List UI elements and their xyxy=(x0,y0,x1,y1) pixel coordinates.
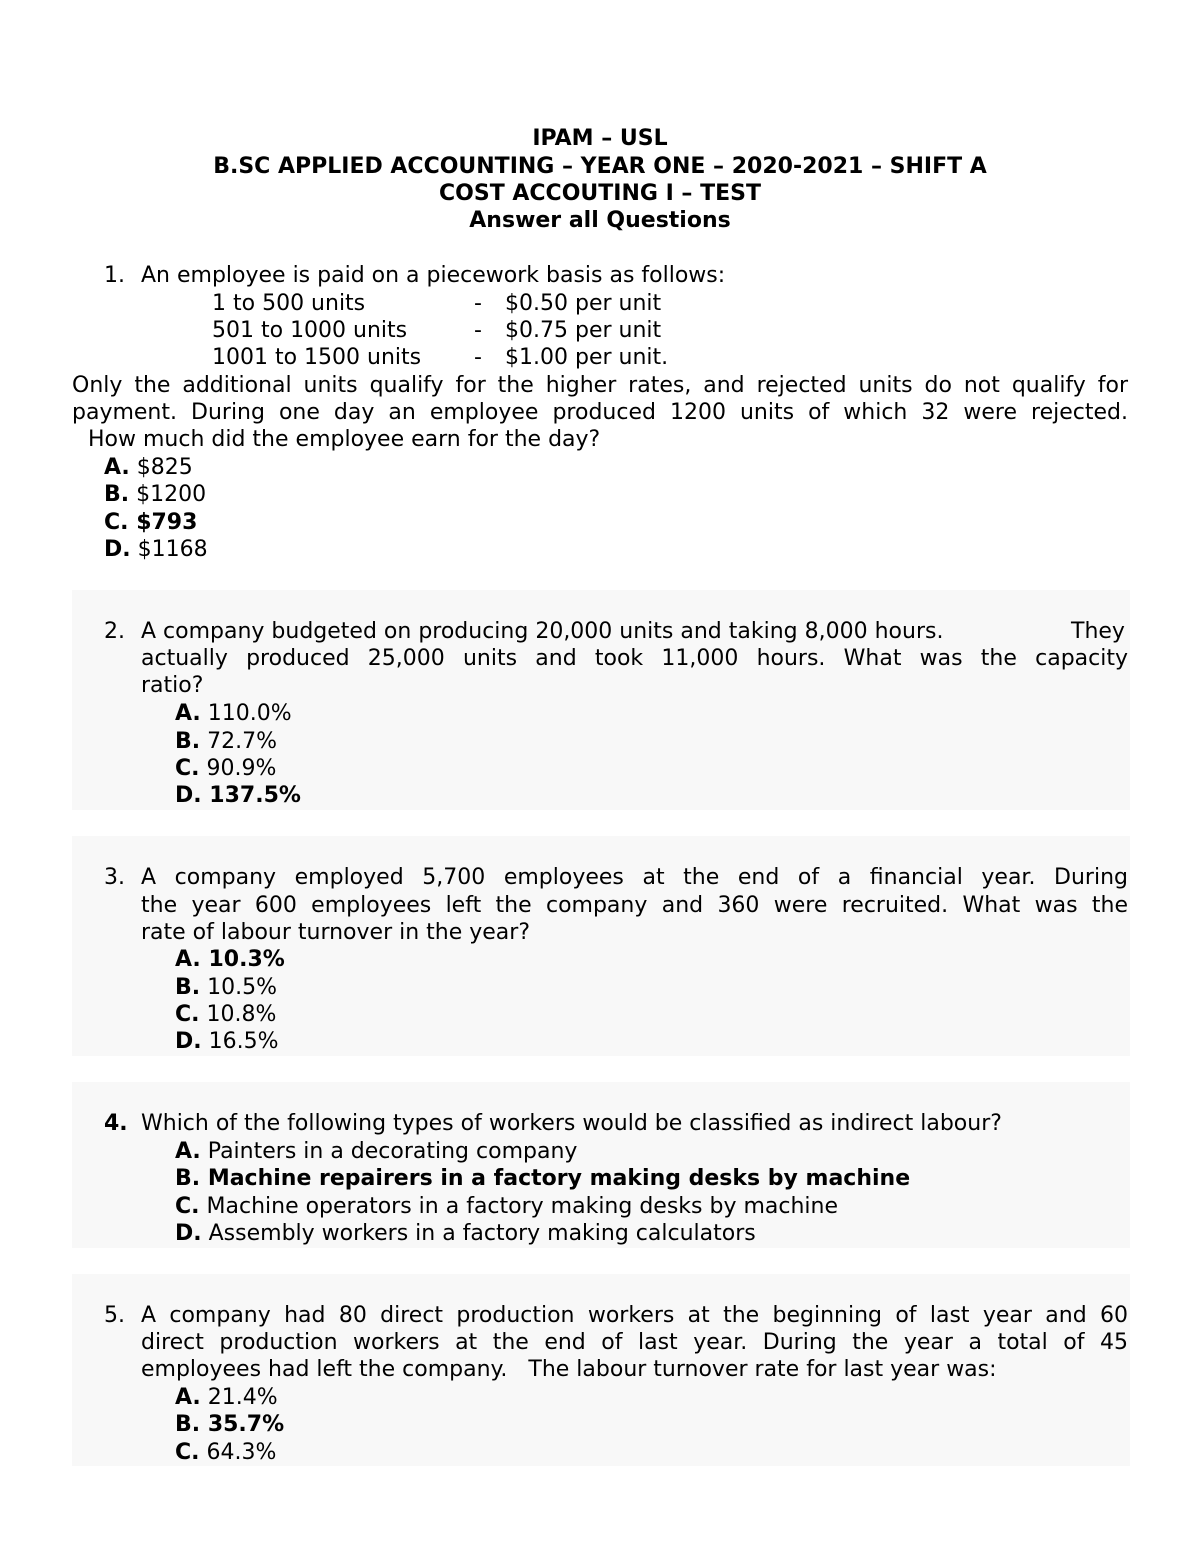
answer-option-d xyxy=(175,782,301,809)
answer-option-d xyxy=(175,1028,279,1055)
question-number: 5. xyxy=(104,1303,125,1328)
option-letter: C. xyxy=(175,1440,200,1465)
option-letter: B. xyxy=(104,482,130,507)
option-letter: D. xyxy=(104,537,131,562)
answer-option-a xyxy=(104,454,193,481)
answer-option-b xyxy=(175,728,277,755)
rate-value: $0.75 per unit xyxy=(505,318,662,343)
rate-dash: - xyxy=(474,318,482,343)
option-letter: B. xyxy=(175,729,201,754)
option-letter: A. xyxy=(175,701,201,726)
option-text: 35.7% xyxy=(207,1412,285,1437)
option-letter: D. xyxy=(175,783,202,808)
answer-option-a xyxy=(175,946,285,973)
option-text: 10.5% xyxy=(207,975,278,1000)
option-text: $825 xyxy=(136,455,193,480)
option-text: 110.0% xyxy=(207,701,292,726)
option-letter: C. xyxy=(175,756,200,781)
option-text: $1200 xyxy=(136,482,207,507)
option-text: 16.5% xyxy=(208,1029,279,1054)
option-text: $1168 xyxy=(137,537,208,562)
option-text: Machine operators in a factory making desks by machine xyxy=(206,1194,839,1219)
question-body-line: employees had left the company. The labour turnover rate for last year was: xyxy=(141,1357,997,1382)
option-letter: C. xyxy=(175,1002,200,1027)
institution-title: IPAM – USL xyxy=(532,126,668,151)
instructions: Answer all Questions xyxy=(469,208,731,233)
programme-title: B.SC APPLIED ACCOUNTING – YEAR ONE – 2020-2021 – SHIFT A xyxy=(213,154,987,179)
option-letter: D. xyxy=(175,1221,202,1246)
answer-option-b xyxy=(104,481,206,508)
option-text: 137.5% xyxy=(209,783,301,808)
answer-option-c xyxy=(175,1193,838,1220)
rate-range: 501 to 1000 units xyxy=(212,318,408,343)
question-body-line: How much did the employee earn for the day? xyxy=(88,427,601,452)
question-intro: An employee is paid on a piecework basis as follows: xyxy=(141,263,726,288)
question-body-line: ratio? xyxy=(141,673,204,698)
question-body-line: rate of labour turnover in the year? xyxy=(141,920,531,945)
option-letter: A. xyxy=(175,947,201,972)
option-letter: B. xyxy=(175,975,201,1000)
answer-option-a xyxy=(175,1384,278,1411)
option-letter: A. xyxy=(175,1385,201,1410)
answer-option-a xyxy=(175,1138,577,1165)
option-text: 72.7% xyxy=(207,729,278,754)
answer-option-d xyxy=(104,536,208,563)
answer-option-d xyxy=(175,1220,756,1247)
rate-dash: - xyxy=(474,291,482,316)
option-text: Assembly workers in a factory making calculators xyxy=(208,1221,756,1246)
question-body-line: Which of the following types of workers would be classified as indirect labour? xyxy=(141,1111,1002,1136)
question-body-line: They xyxy=(1071,619,1125,644)
option-text: 90.9% xyxy=(206,756,277,781)
answer-option-c xyxy=(175,1001,276,1028)
option-text: $793 xyxy=(136,510,198,535)
answer-option-b xyxy=(175,1411,284,1438)
option-text: Painters in a decorating company xyxy=(207,1139,578,1164)
question-number: 1. xyxy=(104,263,125,288)
option-text: 10.3% xyxy=(208,947,285,972)
answer-option-a xyxy=(175,700,292,727)
answer-option-c xyxy=(175,1439,276,1466)
option-text: 10.8% xyxy=(206,1002,277,1027)
question-body-line: Only the additional units qualify for the higher rates, and rejected units do not qualify for xyxy=(72,373,1128,398)
question-number: 2. xyxy=(104,619,125,644)
question-number: 3. xyxy=(104,865,125,890)
option-text: Machine repairers in a factory making desks by machine xyxy=(207,1166,911,1191)
question-number: 4. xyxy=(104,1111,128,1136)
rate-value: $1.00 per unit. xyxy=(505,345,669,370)
option-letter: C. xyxy=(175,1194,200,1219)
answer-option-b xyxy=(175,974,277,1001)
option-letter: A. xyxy=(175,1139,201,1164)
option-letter: B. xyxy=(175,1412,201,1437)
question-body-line: payment. During one day an employee produced 1200 units of which 32 were rejected. xyxy=(72,400,1128,425)
course-title: COST ACCOUTING I – TEST xyxy=(439,181,761,206)
question-body-line: A company budgeted on producing 20,000 units and taking 8,000 hours. xyxy=(141,619,944,644)
question-body-line: A company had 80 direct production workers at the beginning of last year and 60 xyxy=(141,1303,1128,1328)
question-body-line: the year 600 employees left the company and 360 were recruited. What was the xyxy=(141,893,1128,918)
option-letter: A. xyxy=(104,455,130,480)
answer-option-c xyxy=(104,509,197,536)
answer-option-c xyxy=(175,755,276,782)
option-letter: C. xyxy=(104,510,129,535)
question-body-line: A company employed 5,700 employees at the end of a financial year. During xyxy=(141,865,1128,890)
option-text: 21.4% xyxy=(207,1385,278,1410)
option-letter: D. xyxy=(175,1029,202,1054)
question-body-line: direct production workers at the end of last year. During the year a total of 45 xyxy=(141,1330,1128,1355)
rate-value: $0.50 per unit xyxy=(505,291,662,316)
rate-range: 1 to 500 units xyxy=(212,291,366,316)
question-body-line: actually produced 25,000 units and took 11,000 hours. What was the capacity xyxy=(141,646,1128,671)
answer-option-b xyxy=(175,1165,910,1192)
option-text: 64.3% xyxy=(206,1440,277,1465)
rate-range: 1001 to 1500 units xyxy=(212,345,422,370)
rate-dash: - xyxy=(474,345,482,370)
option-letter: B. xyxy=(175,1166,201,1191)
